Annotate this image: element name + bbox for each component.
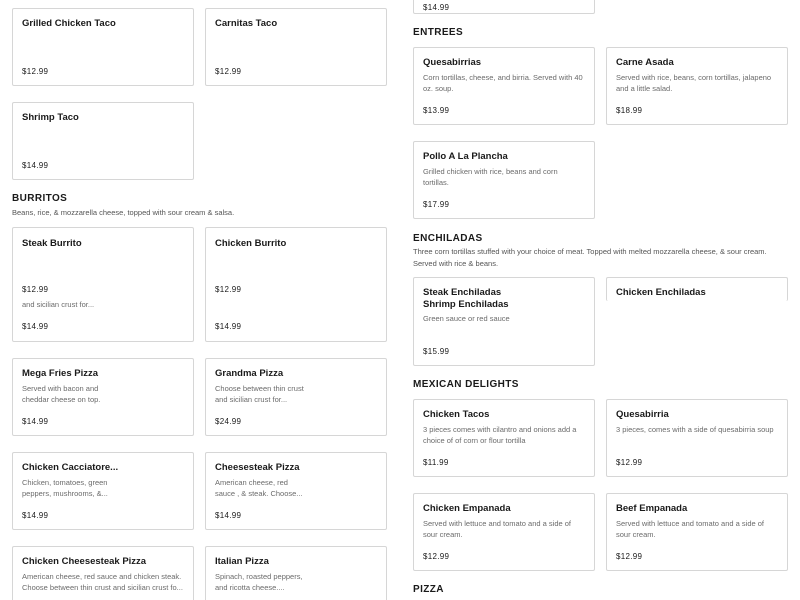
section-title-burritos: BURRITOS xyxy=(12,193,68,204)
menu-item-desc: Served with bacon and cheddar cheese on top. xyxy=(22,384,101,404)
menu-item-price: $14.99 xyxy=(215,511,242,520)
menu-item-desc: American cheese, red sauce , & steak. Choose... xyxy=(215,478,303,498)
menu-item-name: Shrimp Taco xyxy=(22,112,79,123)
menu-item-price: $12.99 xyxy=(616,458,643,467)
menu-item-desc: Green sauce or red sauce xyxy=(423,314,510,323)
menu-item-name: Beef Empanada xyxy=(616,503,688,514)
menu-item-price: $14.99 xyxy=(423,3,450,12)
menu-item-desc: American cheese, red sauce and chicken steak. Choose between thin crust and sicilian crust fo... xyxy=(22,572,183,592)
overlapped-desc-fragment: and sicilian crust for... xyxy=(22,300,95,309)
menu-item-price: $14.99 xyxy=(22,511,49,520)
overlapped-item-name: Shrimp Enchiladas xyxy=(423,299,509,310)
menu-item-card[interactable] xyxy=(413,493,595,571)
menu-item-card[interactable] xyxy=(12,102,194,180)
menu-item-price: $12.99 xyxy=(215,285,242,294)
menu-item-price: $14.99 xyxy=(22,417,49,426)
section-desc-burritos: Beans, rice, & mozzarella cheese, topped with sour cream & salsa. xyxy=(12,208,235,217)
menu-item-desc: Served with lettuce and tomato and a side of sour cream. xyxy=(423,519,572,539)
menu-item-price: $12.99 xyxy=(22,285,49,294)
menu-item-name: Cheesesteak Pizza xyxy=(215,462,300,473)
menu-item-price: $14.99 xyxy=(22,161,49,170)
menu-item-name: Mega Fries Pizza xyxy=(22,368,99,379)
menu-item-card[interactable] xyxy=(413,399,595,477)
menu-item-price: $17.99 xyxy=(423,200,450,209)
section-desc-enchiladas: Three corn tortillas stuffed with your choice of meat. Topped with melted mozzarella cheese, & sour cream. Served with rice & beans. xyxy=(413,247,767,268)
menu-item-card[interactable] xyxy=(12,452,194,530)
menu-item-desc: Chicken, tomatoes, green peppers, mushrooms, &... xyxy=(22,478,108,498)
menu-item-price: $13.99 xyxy=(423,106,450,115)
menu-item-price: $18.99 xyxy=(616,106,643,115)
menu-item-name: Steak Burrito xyxy=(22,238,82,249)
menu-item-card[interactable] xyxy=(606,47,788,125)
menu-item-card[interactable] xyxy=(413,0,595,14)
menu-item-desc: Served with lettuce and tomato and a side of sour cream. xyxy=(616,519,765,539)
menu-item-price: $12.99 xyxy=(22,67,49,76)
menu-item-card[interactable] xyxy=(205,227,387,342)
menu-item-name: Chicken Enchiladas xyxy=(616,287,706,298)
section-title-mexican-delights: MEXICAN DELIGHTS xyxy=(413,379,519,390)
menu-item-name: Grandma Pizza xyxy=(215,368,284,379)
menu-item-name: Quesabirria xyxy=(616,409,669,420)
menu-item-name: Pollo A La Plancha xyxy=(423,151,508,162)
overlapped-price-fragment: $14.99 xyxy=(22,322,49,331)
menu-item-price: $24.99 xyxy=(215,417,242,426)
menu-item-name: Grilled Chicken Taco xyxy=(22,18,116,29)
menu-item-desc: 3 pieces comes with cilantro and onions add a choice of of corn or flour tortilla xyxy=(423,425,577,445)
menu-item-desc: Spinach, roasted peppers, and ricotta cheese.... xyxy=(215,572,303,592)
section-title-pizza: PIZZA xyxy=(413,584,444,595)
menu-item-name: Chicken Tacos xyxy=(423,409,490,420)
menu-item-desc: 3 pieces, comes with a side of quesabirria soup xyxy=(616,425,774,434)
overlapped-price-fragment: $14.99 xyxy=(215,322,242,331)
menu-item-card[interactable] xyxy=(12,358,194,436)
menu-item-card[interactable] xyxy=(413,141,595,219)
menu-item-card[interactable] xyxy=(205,452,387,530)
section-title-enchiladas: ENCHILADAS xyxy=(413,233,483,244)
menu-item-price: $15.99 xyxy=(423,347,450,356)
menu-item-card[interactable] xyxy=(606,277,788,301)
menu-item-card[interactable] xyxy=(413,277,595,366)
menu-item-desc: Grilled chicken with rice, beans and corn tortillas. xyxy=(423,167,558,187)
menu-item-card[interactable] xyxy=(413,47,595,125)
menu-item-card[interactable] xyxy=(205,358,387,436)
menu-item-name: Chicken Cheesesteak Pizza xyxy=(22,556,147,567)
menu-item-card[interactable] xyxy=(12,8,194,86)
menu-item-card[interactable] xyxy=(205,8,387,86)
menu-item-card[interactable] xyxy=(12,546,194,600)
menu-item-name: Chicken Burrito xyxy=(215,238,287,249)
menu-item-price: $12.99 xyxy=(423,552,450,561)
menu-item-desc: Corn tortillas, cheese, and birria. Served with 40 oz. soup. xyxy=(423,73,583,93)
menu-item-name: Chicken Empanada xyxy=(423,503,511,514)
menu-item-card[interactable] xyxy=(606,399,788,477)
menu-item-name: Carnitas Taco xyxy=(215,18,278,29)
menu-item-card[interactable] xyxy=(12,227,194,342)
menu-item-name: Chicken Cacciatore... xyxy=(22,462,119,473)
menu-item-card[interactable] xyxy=(205,546,387,600)
menu-item-desc: Choose between thin crust and sicilian crust for... xyxy=(215,384,304,404)
menu-item-price: $11.99 xyxy=(423,458,449,467)
menu-item-name: Quesabirrias xyxy=(423,57,482,68)
menu-item-name: Steak Enchiladas xyxy=(423,287,502,298)
menu-item-name: Italian Pizza xyxy=(215,556,269,567)
menu-item-desc: Served with rice, beans, corn tortillas, jalapeno and a little salad. xyxy=(616,73,772,93)
section-title-entrees: ENTREES xyxy=(413,27,464,38)
menu-item-card[interactable] xyxy=(606,493,788,571)
menu-item-price: $12.99 xyxy=(616,552,643,561)
menu-item-name: Carne Asada xyxy=(616,57,674,68)
menu-item-price: $12.99 xyxy=(215,67,242,76)
